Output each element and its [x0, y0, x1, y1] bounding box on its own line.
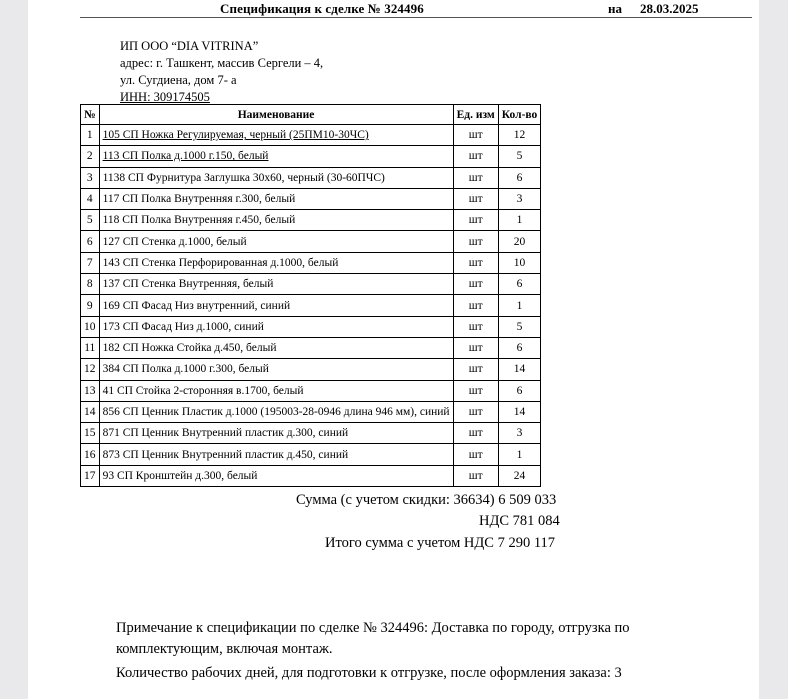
- company-name: ИП ООО “DIA VITRINA”: [120, 39, 259, 53]
- cell-num: 15: [81, 423, 100, 444]
- cell-unit: шт: [453, 146, 498, 167]
- table-row: [81, 231, 541, 252]
- cell-qty: 1: [498, 210, 541, 231]
- header-unit: Ед. изм: [453, 105, 498, 125]
- date-label: на: [608, 1, 622, 16]
- cell-unit: шт: [453, 274, 498, 295]
- table-row: [81, 274, 541, 295]
- cell-num: 6: [81, 231, 100, 252]
- cell-name: 41 СП Стойка 2-сторонняя в.1700, белый: [99, 380, 453, 401]
- specification-table: [80, 104, 541, 487]
- header-name: Наименование: [99, 105, 453, 125]
- cell-qty: 3: [498, 423, 541, 444]
- cell-unit: шт: [453, 401, 498, 422]
- cell-unit: шт: [453, 444, 498, 465]
- cell-qty: 1: [498, 295, 541, 316]
- cell-num: 5: [81, 210, 100, 231]
- cell-num: 17: [81, 465, 100, 486]
- cell-unit: шт: [453, 380, 498, 401]
- document-page: [28, 0, 759, 699]
- cell-qty: 3: [498, 188, 541, 209]
- table-row: [81, 423, 541, 444]
- cell-num: 9: [81, 295, 100, 316]
- cell-name: 118 СП Полка Внутренняя г.450, белый: [99, 210, 453, 231]
- cell-num: 12: [81, 359, 100, 380]
- header-divider: [80, 17, 752, 18]
- sum-with-discount: Сумма (с учетом скидки: 36634) 6 509 033: [296, 492, 557, 508]
- table-row: [81, 359, 541, 380]
- cell-unit: шт: [453, 295, 498, 316]
- cell-qty: 10: [498, 252, 541, 273]
- cell-qty: 24: [498, 465, 541, 486]
- cell-name: 127 СП Стенка д.1000, белый: [99, 231, 453, 252]
- cell-unit: шт: [453, 423, 498, 444]
- cell-unit: шт: [453, 359, 498, 380]
- company-block: [120, 38, 323, 106]
- cell-qty: 1: [498, 444, 541, 465]
- table-row: [81, 401, 541, 422]
- table-row: [81, 316, 541, 337]
- table-row: [81, 337, 541, 358]
- table-row: [81, 295, 541, 316]
- cell-qty: 5: [498, 146, 541, 167]
- cell-num: 14: [81, 401, 100, 422]
- header-qty: Кол-во: [498, 105, 541, 125]
- cell-name: 384 СП Полка д.1000 г.300, белый: [99, 359, 453, 380]
- table-row: [81, 125, 541, 146]
- cell-qty: 5: [498, 316, 541, 337]
- cell-name: 871 СП Ценник Внутренний пластик д.300, синий: [99, 423, 453, 444]
- cell-qty: 6: [498, 167, 541, 188]
- cell-num: 13: [81, 380, 100, 401]
- cell-num: 11: [81, 337, 100, 358]
- delivery-note: Примечание к спецификации по сделке № 324496: Доставка по городу, отгрузка по комплектующим, включая монтаж.: [116, 620, 630, 657]
- cell-unit: шт: [453, 167, 498, 188]
- cell-num: 2: [81, 146, 100, 167]
- company-address-line1: адрес: г. Ташкент, массив Сергели – 4,: [120, 56, 324, 70]
- company-address-line2: ул. Сугдиена, дом 7- а: [120, 73, 237, 87]
- cell-qty: 14: [498, 359, 541, 380]
- cell-num: 1: [81, 125, 100, 146]
- cell-qty: 20: [498, 231, 541, 252]
- company-inn: ИНН: 309174505: [120, 90, 210, 104]
- preparation-days-note: Количество рабочих дней, для подготовки к отгрузке, после оформления заказа: 3: [116, 665, 622, 681]
- table-row: [81, 444, 541, 465]
- vat-amount: НДС 781 084: [479, 513, 560, 529]
- cell-name: 182 СП Ножка Стойка д.450, белый: [99, 337, 453, 358]
- cell-unit: шт: [453, 188, 498, 209]
- cell-unit: шт: [453, 316, 498, 337]
- table-row: [81, 167, 541, 188]
- table-row: [81, 188, 541, 209]
- cell-unit: шт: [453, 125, 498, 146]
- cell-num: 3: [81, 167, 100, 188]
- cell-num: 4: [81, 188, 100, 209]
- cell-name: 105 СП Ножка Регулируемая, черный (25ПМ10-30ЧС): [99, 125, 453, 146]
- cell-name: 873 СП Ценник Внутренний пластик д.450, синий: [99, 444, 453, 465]
- cell-qty: 6: [498, 274, 541, 295]
- cell-name: 169 СП Фасад Низ внутренний, синий: [99, 295, 453, 316]
- cell-name: 173 СП Фасад Низ д.1000, синий: [99, 316, 453, 337]
- cell-name: 137 СП Стенка Внутренняя, белый: [99, 274, 453, 295]
- cell-name: 113 СП Полка д.1000 г.150, белый: [99, 146, 453, 167]
- table-row: [81, 146, 541, 167]
- cell-name: 117 СП Полка Внутренняя г.300, белый: [99, 188, 453, 209]
- total-with-vat: Итого сумма с учетом НДС 7 290 117: [325, 535, 556, 551]
- cell-num: 10: [81, 316, 100, 337]
- cell-num: 7: [81, 252, 100, 273]
- cell-num: 8: [81, 274, 100, 295]
- table-row: [81, 380, 541, 401]
- cell-unit: шт: [453, 231, 498, 252]
- header-num: №: [81, 105, 100, 125]
- table-row: [81, 210, 541, 231]
- cell-name: 143 СП Стенка Перфорированная д.1000, белый: [99, 252, 453, 273]
- spec-date: 28.03.2025: [640, 1, 699, 16]
- cell-unit: шт: [453, 337, 498, 358]
- cell-qty: 14: [498, 401, 541, 422]
- cell-qty: 6: [498, 337, 541, 358]
- table-row: [81, 465, 541, 486]
- cell-qty: 6: [498, 380, 541, 401]
- cell-unit: шт: [453, 252, 498, 273]
- note-block: [116, 618, 716, 684]
- cell-qty: 12: [498, 125, 541, 146]
- cell-name: 93 СП Кронштейн д.300, белый: [99, 465, 453, 486]
- table-header-row: [81, 105, 541, 125]
- cell-unit: шт: [453, 465, 498, 486]
- cell-num: 16: [81, 444, 100, 465]
- cell-name: 1138 СП Фурнитура Заглушка 30х60, черный (30-60ПЧС): [99, 167, 453, 188]
- cell-name: 856 СП Ценник Пластик д.1000 (195003-28-0946 длина 946 мм), синий: [99, 401, 453, 422]
- table-row: [81, 252, 541, 273]
- spec-title: Спецификация к сделке № 324496: [220, 1, 424, 16]
- cell-unit: шт: [453, 210, 498, 231]
